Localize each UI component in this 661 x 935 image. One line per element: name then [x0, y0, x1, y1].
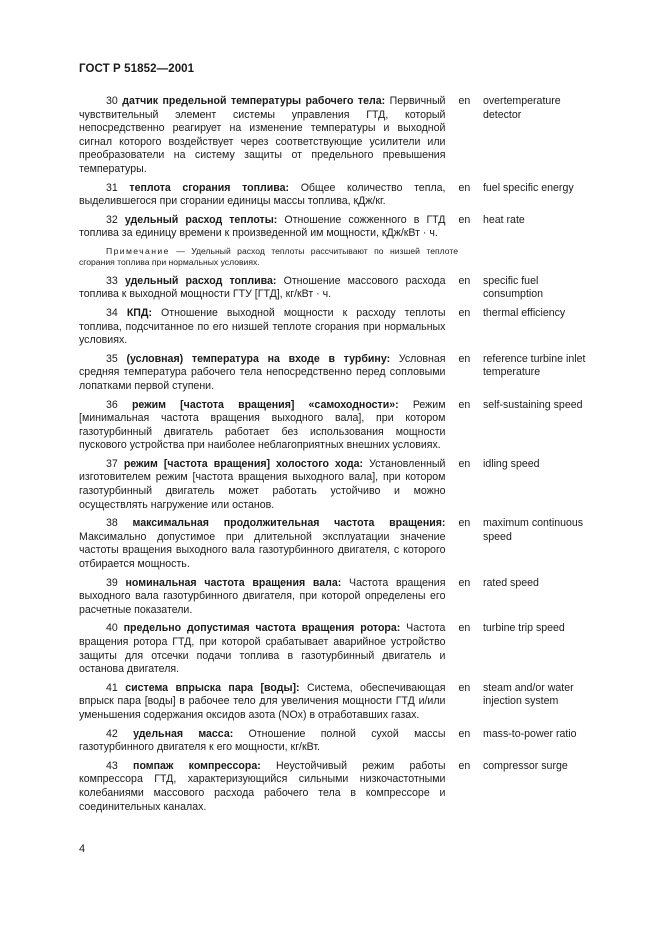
terms-list — [79, 95, 599, 819]
definition-text: Максимально допустимое при длительной эксплуатации значение частоты вращения выходного вала газотурбинного двигателя, с которого отбирается мощность. — [79, 530, 446, 571]
definition-text: Первичный чувствительный элемент системы управления ГТД, который непосредственно реагирует на изменение температуры и выходной сигнал которого воздействует через соответствующие усилители или преобразователи на систему защиты от предельного превышения температуры. — [79, 95, 446, 175]
definition-text: Установленный изготовителем режим [частота вращения выходного вала], при котором газотурбинный двигатель может работать устойчиво и можно осуществлять нагружение или останов. — [79, 457, 446, 511]
term-number: 32 — [106, 213, 118, 226]
term-name: удельная масса: — [133, 727, 234, 740]
english-equivalent: fuel specific energy — [482, 181, 574, 194]
language-code: en — [458, 681, 471, 694]
english-equivalent: turbine trip speed — [482, 622, 565, 635]
language-code: en — [458, 181, 471, 194]
english-equivalent: overtemperature detector — [482, 95, 561, 121]
term-name: теплота сгорания топлива: — [129, 181, 290, 194]
term-number: 39 — [106, 576, 118, 589]
document-header: ГОСТ Р 51852—2001 — [79, 63, 195, 75]
note — [79, 246, 458, 269]
definition-text: Частота вращения ротора ГТД, при которой срабатывает аварийное устройство защиты для отсечки подачи топлива в газотурбинный двигатель и останова двигателя. — [79, 622, 446, 676]
english-equivalent: reference turbine inlet temperature — [482, 352, 586, 379]
term-definition — [79, 95, 445, 177]
term-definition — [79, 682, 445, 723]
term-definition — [79, 577, 445, 618]
definition-text: Система, обеспечивающая впрыск пара [воды] в рабочее тело для увеличения мощности ГТД и/или уменьшения содержания оксидов азота (NOx) в отработавших газах. — [79, 681, 446, 721]
term-entry — [79, 307, 599, 348]
english-equivalent: idling speed — [482, 457, 540, 470]
language-code: en — [458, 95, 471, 107]
term-definition — [79, 353, 445, 394]
term-name: система впрыска пара [воды]: — [125, 681, 300, 694]
term-number: 38 — [106, 517, 118, 530]
language-code: en — [458, 517, 471, 530]
term-number: 37 — [106, 457, 118, 470]
language-code: en — [458, 352, 471, 365]
term-name: помпаж компрессора: — [133, 759, 261, 772]
term-number: 42 — [106, 727, 118, 740]
term-definition — [79, 275, 445, 302]
term-number: 41 — [106, 681, 118, 694]
english-equivalent: thermal efficiency — [482, 306, 566, 319]
term-entry — [79, 399, 599, 453]
term-entry — [79, 458, 599, 512]
term-number: 35 — [106, 352, 118, 365]
term-entry — [79, 760, 599, 814]
language-code: en — [458, 622, 471, 635]
definition-text: Общее количество тепла, выделившегося при сгорании единицы массы топлива, кДж/кг. — [79, 181, 446, 208]
english-equivalent: heat rate — [482, 213, 525, 226]
english-equivalent: maximum continuous speed — [482, 517, 584, 543]
term-definition — [79, 399, 445, 453]
language-code: en — [458, 576, 471, 589]
term-definition — [79, 182, 445, 209]
language-code: en — [458, 306, 471, 319]
language-code: en — [458, 213, 471, 226]
page-number: 4 — [79, 843, 86, 855]
term-definition — [79, 458, 445, 512]
term-entry — [79, 517, 599, 571]
term-name: номинальная частота вращения вала: — [125, 576, 342, 589]
definition-text: Частота вращения выходного вала газотурбинного двигателя, при которой определены его расчетные показатели. — [79, 576, 446, 616]
english-equivalent: steam and/or water injection system — [482, 681, 574, 708]
term-number: 43 — [106, 759, 118, 772]
english-equivalent: specific fuel consumption — [482, 274, 544, 301]
term-definition — [79, 517, 445, 571]
term-number: 33 — [106, 274, 118, 287]
term-name: удельный расход теплоты: — [124, 213, 278, 226]
term-entry — [79, 214, 599, 241]
definition-text: Условная средняя температура рабочего тела непосредственно перед сопловыми лопатками первой ступени. — [79, 352, 446, 392]
definition-text: Неустойчивый режим работы компрессора ГТД, характеризующийся сильными низкочастотными колебаниями массового расхода рабочего тела в компрессоре и соединительных каналах. — [79, 759, 446, 813]
term-name: предельно допустимая частота вращения ротора: — [123, 622, 401, 635]
language-code: en — [458, 398, 471, 411]
term-entry — [79, 682, 599, 723]
term-entry — [79, 353, 599, 394]
language-code: en — [458, 457, 471, 470]
term-name: (условная) температура на входе в турбину: — [126, 352, 391, 365]
term-entry — [79, 95, 599, 177]
term-number: 36 — [106, 398, 118, 411]
note-label: Примечание — [106, 245, 170, 256]
term-name: датчик предельной температуры рабочего тела: — [122, 95, 386, 107]
term-name: режим [частота вращения] холостого хода: — [123, 457, 364, 470]
term-entry — [79, 275, 599, 302]
language-code: en — [458, 759, 471, 772]
term-definition — [79, 760, 445, 814]
term-definition — [79, 622, 445, 676]
term-name: КПД: — [126, 306, 152, 319]
term-name: режим [частота вращения] «самоходности»: — [131, 398, 399, 411]
english-equivalent: rated speed — [482, 576, 539, 589]
term-name: максимальная продолжительная частота вращения: — [132, 517, 446, 530]
definition-text: Отношение выходной мощности к расходу теплоты топлива, подсчитанное по его низшей теплоте сгорания при нормальных условиях. — [79, 306, 446, 347]
definition-text: Отношение сожженного в ГТД топлива за единицу времени к произведенной им мощности, кДж/кВт · ч. — [79, 213, 446, 240]
term-entry — [79, 728, 599, 755]
term-definition — [79, 728, 445, 755]
note-text: — Удельный расход теплоты рассчитывают по низшей теплоте сгорания топлива при нормальных условиях. — [79, 245, 458, 268]
term-entry — [79, 182, 599, 209]
english-equivalent: mass-to-power ratio — [482, 727, 577, 740]
language-code: en — [458, 727, 471, 740]
definition-text: Отношение полной сухой массы газотурбинного двигателя к его мощности, кг/кВт. — [79, 727, 446, 754]
term-entry — [79, 577, 599, 618]
definition-text: Режим [минимальная частота вращения выходного вала], при котором газотурбинный двигатель работает без использования мощности пускового устройства при наиболее неблагоприятных внешних условиях. — [79, 398, 446, 452]
term-number: 30 — [106, 95, 118, 107]
term-number: 34 — [106, 306, 118, 319]
term-definition — [79, 214, 445, 241]
term-entry — [79, 622, 599, 676]
term-number: 31 — [106, 181, 118, 194]
definition-text: Отношение массового расхода топлива к выходной мощности ГТУ [ГТД], кг/кВт · ч. — [79, 274, 446, 301]
english-equivalent: self-sustaining speed — [482, 398, 583, 411]
language-code: en — [458, 274, 471, 287]
english-equivalent: compressor surge — [482, 759, 568, 772]
term-number: 40 — [106, 622, 118, 635]
term-name: удельный расход топлива: — [124, 274, 277, 287]
term-definition — [79, 307, 445, 348]
